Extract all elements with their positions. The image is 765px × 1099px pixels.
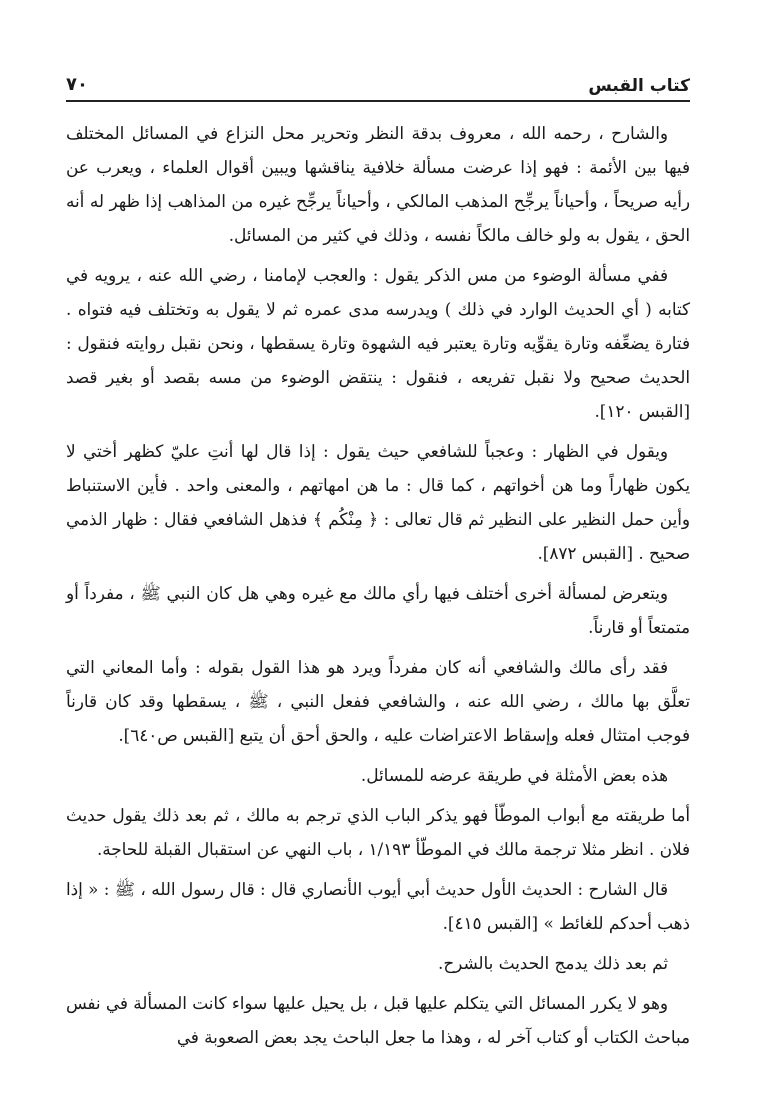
paragraph-zihar-issue: ويقول في الظهار : وعجباً للشافعي حيث يقول : إذا قال لها أنتِ عليّ كظهر أختي لا يكون ظهاراً وما هن أخواتهم ، كما قال : ما هن امهاتهم ، والمعنى واحد . فأين الاستنباط وأين حمل النظير على النظير ثم قال تعالى : ﴿ مِنْكُم ﴾ فذهل الشافعي فقال : ظهار الذمي صحيح . [القبس ٨٧٢]. — [66, 441, 690, 563]
paragraph-no-repetition: وهو لا يكرر المسائل التي يتكلم عليها قبل ، بل يحيل عليها سواء كانت المسألة في نفس مباحث الكتاب أو كتاب آخر له ، وهذا ما جعل الباحث يجد بعض الصعوبة في — [66, 993, 690, 1047]
running-header — [66, 70, 690, 100]
paragraph-muwatta-method: أما طريقته مع أبواب الموطّأ فهو يذكر الباب الذي ترجم به مالك ، ثم بعد ذلك يقول حديث فلان . انظر مثلا ترجمة مالك في الموطّأ ١/١٩٣ ، باب النهي عن استقبال القبلة للحاجة. — [66, 805, 690, 859]
paragraph-commentator-method: والشارح ، رحمه الله ، معروف بدقة النظر وتحرير محل النزاع في المسائل المختلف فيها بين الأئمة : فهو إذا عرضت مسألة خلافية يناقشها ويبين أقوال العلماء ، ويعرب عن رأيه صريحاً ، وأحياناً يرجِّح المذهب المالكي ، وأحياناً يرجِّح غيره من المذاهب إذا ظهر له أنه الحق ، يقول به ولو خالف مالكاً نفسه ، وذلك في كثير من المسائل. — [66, 123, 690, 245]
body-text — [66, 116, 690, 1054]
paragraph-maliki-shafii-view: فقد رأى مالك والشافعي أنه كان مفرداً ويرد هو هذا القول بقوله : وأما المعاني التي تعلَّق بها مالك ، رضي الله عنه ، والشافعي ففعل النبي ، ﷺ ، يسقطها وقد كان قارناً فوجب امتثال فعله وإسقاط الاعتراضات عليه ، والحق أحق أن يتبع [القبس ص٦٤٠]. — [66, 657, 690, 745]
paragraph-examples-summary: هذه بعض الأمثلة في طريقة عرضه للمسائل. — [360, 765, 668, 785]
paragraph-merge-hadith: ثم بعد ذلك يدمج الحديث بالشرح. — [438, 953, 668, 973]
book-title: كتاب القبس — [588, 76, 690, 96]
paragraph-ablution-issue: ففي مسألة الوضوء من مس الذكر يقول : والعجب لإمامنا ، رضي الله عنه ، يرويه في كتابه ( أي الحديث الوارد في ذلك ) ويدرسه مدى عمره ثم لا يقول به وتختلف فيه فتواه . فتارة يضعِّفه وتارة يقوِّيه وتارة يعتبر فيه الشهوة وتارة يسقطها ، ونحن نقبل روايته فنقول : الحديث صحيح ولا نقبل تفريعه ، فنقول : ينتقض الوضوء من مسه بقصد أو بغير قصد [القبس ١٢٠]. — [66, 265, 690, 421]
header-divider — [66, 100, 690, 102]
page-number: ٧٠ — [66, 74, 88, 95]
paragraph-hajj-issue: ويتعرض لمسألة أخرى أختلف فيها رأي مالك مع غيره وهي هل كان النبي ﷺ ، مفرداً أو متمتعاً أو قارناً. — [66, 583, 690, 637]
paragraph-hadith-example: قال الشارح : الحديث الأول حديث أبي أيوب الأنصاري قال : قال رسول الله ، ﷺ : « إذا ذهب أحدكم للغائط » [القبس ٤١٥]. — [66, 879, 690, 933]
